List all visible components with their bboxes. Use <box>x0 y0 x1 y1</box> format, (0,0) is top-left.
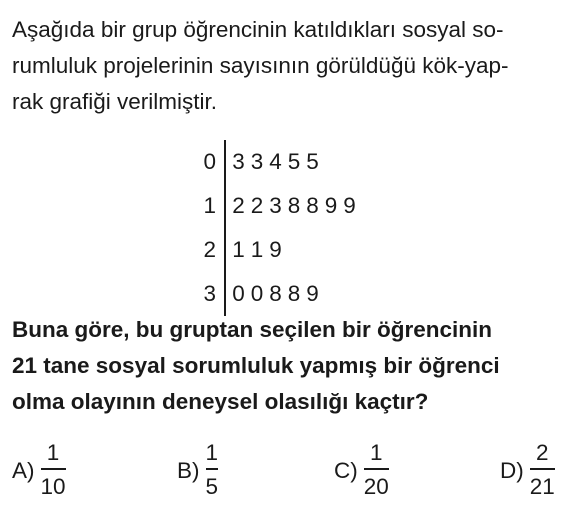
leaf-values <box>226 140 319 184</box>
leaf: 8 <box>306 193 319 218</box>
leaf: 9 <box>343 193 356 218</box>
choice-d[interactable] <box>500 438 555 504</box>
leaf: 9 <box>306 281 319 306</box>
choice-a[interactable] <box>12 438 66 504</box>
leaf: 8 <box>287 193 301 218</box>
fraction-numerator: 1 <box>370 440 383 465</box>
leaf: 5 <box>306 149 319 174</box>
fraction <box>530 438 555 504</box>
leaf: 3 <box>232 149 245 174</box>
leaf: 4 <box>269 149 282 174</box>
question-line: Buna göre, bu gruptan seçilen bir öğrencinin <box>12 317 493 342</box>
fraction-denominator: 5 <box>205 474 219 499</box>
fraction-denominator: 20 <box>363 474 389 499</box>
intro-line: rak grafiği verilmiştir. <box>12 89 218 114</box>
stem-leaf-row <box>190 184 356 228</box>
fraction <box>41 438 66 504</box>
leaf: 1 <box>232 237 245 262</box>
leaf: 2 <box>250 193 264 218</box>
leaf-values <box>226 184 356 228</box>
leaf: 3 <box>250 149 264 174</box>
question-line: olma olayının deneysel olasılığı kaçtır? <box>12 389 429 414</box>
question-line: 21 tane sosyal sorumluluk yapmış bir öğrenci <box>12 353 500 378</box>
leaf: 0 <box>250 281 264 306</box>
stem-value: 2 <box>190 228 226 272</box>
leaf: 1 <box>250 237 264 262</box>
leaf-values <box>226 228 282 272</box>
choice-label: D) <box>500 458 524 483</box>
choice-label: C) <box>334 458 358 483</box>
answer-choices <box>12 438 582 508</box>
leaf: 9 <box>269 237 282 262</box>
choice-c[interactable] <box>334 438 389 504</box>
leaf: 8 <box>287 281 301 306</box>
fraction-denominator: 21 <box>529 474 555 499</box>
intro-line: rumluluk projelerinin sayısının görüldüğü kök-yap- <box>12 53 509 78</box>
leaf: 2 <box>232 193 245 218</box>
intro-text <box>12 12 577 120</box>
leaf-values <box>226 272 319 316</box>
choice-label: A) <box>12 458 35 483</box>
fraction-numerator: 2 <box>536 440 549 465</box>
stem-value: 3 <box>190 272 226 316</box>
intro-line: Aşağıda bir grup öğrencinin katıldıkları sosyal so- <box>12 17 504 42</box>
stem-value: 1 <box>190 184 226 228</box>
stem-leaf-row <box>190 272 356 316</box>
stem-leaf-plot <box>190 140 356 316</box>
fraction <box>364 438 389 504</box>
leaf: 5 <box>287 149 301 174</box>
stem-value: 0 <box>190 140 226 184</box>
choice-label: B) <box>177 458 200 483</box>
stem-leaf-row <box>190 140 356 184</box>
fraction <box>206 438 219 504</box>
fraction-numerator: 1 <box>205 440 219 465</box>
leaf: 3 <box>269 193 282 218</box>
question-text <box>12 312 584 420</box>
leaf: 0 <box>232 281 245 306</box>
choice-b[interactable] <box>177 438 218 504</box>
fraction-numerator: 1 <box>46 440 60 465</box>
leaf: 9 <box>324 193 338 218</box>
stem-leaf-row <box>190 228 356 272</box>
fraction-denominator: 10 <box>40 474 66 499</box>
leaf: 8 <box>269 281 282 306</box>
